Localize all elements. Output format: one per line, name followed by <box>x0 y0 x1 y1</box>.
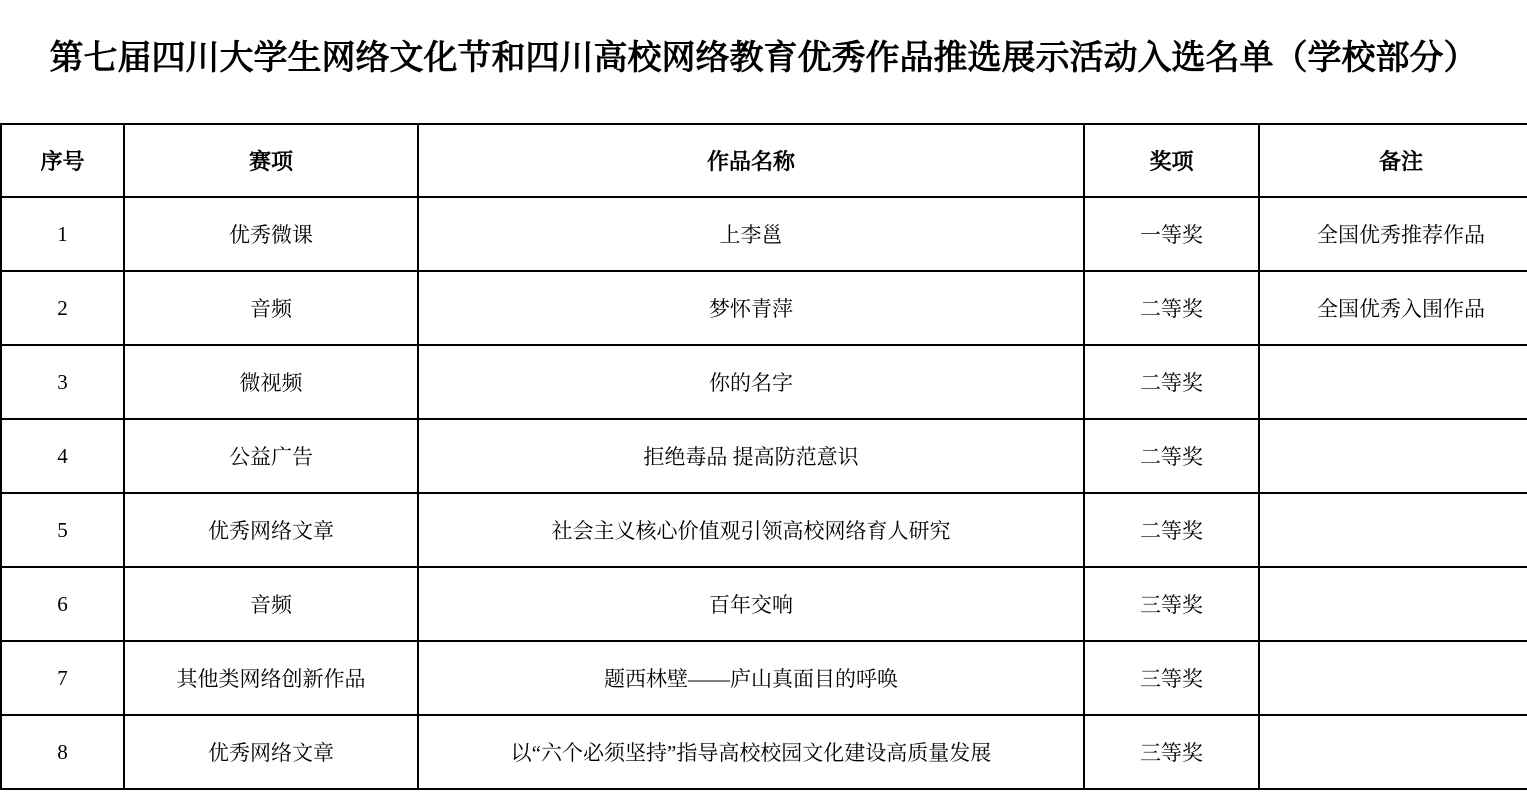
cell-work: 梦怀青萍 <box>418 271 1084 345</box>
column-header-note: 备注 <box>1259 124 1527 197</box>
cell-note: 全国优秀推荐作品 <box>1259 197 1527 271</box>
cell-no: 7 <box>1 641 124 715</box>
cell-no: 6 <box>1 567 124 641</box>
column-header-award: 奖项 <box>1084 124 1259 197</box>
cell-award: 二等奖 <box>1084 271 1259 345</box>
cell-no: 1 <box>1 197 124 271</box>
cell-award: 三等奖 <box>1084 567 1259 641</box>
cell-award: 二等奖 <box>1084 419 1259 493</box>
document-title: 第七届四川大学生网络文化节和四川高校网络教育优秀作品推选展示活动入选名单（学校部分） <box>49 40 1478 77</box>
table-row <box>1 641 1527 715</box>
cell-note <box>1259 567 1527 641</box>
cell-note <box>1259 715 1527 789</box>
cell-award: 二等奖 <box>1084 345 1259 419</box>
cell-no: 5 <box>1 493 124 567</box>
cell-category: 音频 <box>124 567 418 641</box>
cell-category: 公益广告 <box>124 419 418 493</box>
cell-work: 你的名字 <box>418 345 1084 419</box>
awards-table <box>0 123 1527 790</box>
table-row <box>1 567 1527 641</box>
cell-award: 三等奖 <box>1084 641 1259 715</box>
cell-work: 拒绝毒品 提高防范意识 <box>418 419 1084 493</box>
column-header-work: 作品名称 <box>418 124 1084 197</box>
cell-work: 以“六个必须坚持”指导高校校园文化建设高质量发展 <box>418 715 1084 789</box>
cell-note <box>1259 493 1527 567</box>
table-row <box>1 419 1527 493</box>
table-row <box>1 197 1527 271</box>
cell-no: 2 <box>1 271 124 345</box>
table-row <box>1 345 1527 419</box>
cell-category: 其他类网络创新作品 <box>124 641 418 715</box>
column-header-category: 赛项 <box>124 124 418 197</box>
cell-category: 优秀微课 <box>124 197 418 271</box>
table-body <box>1 197 1527 789</box>
cell-category: 微视频 <box>124 345 418 419</box>
table-row <box>1 493 1527 567</box>
cell-no: 4 <box>1 419 124 493</box>
cell-award: 三等奖 <box>1084 715 1259 789</box>
cell-category: 优秀网络文章 <box>124 493 418 567</box>
cell-category: 音频 <box>124 271 418 345</box>
cell-no: 3 <box>1 345 124 419</box>
cell-work: 上李邕 <box>418 197 1084 271</box>
cell-note <box>1259 419 1527 493</box>
cell-award: 一等奖 <box>1084 197 1259 271</box>
cell-no: 8 <box>1 715 124 789</box>
cell-note: 全国优秀入围作品 <box>1259 271 1527 345</box>
cell-work: 题西林壁——庐山真面目的呼唤 <box>418 641 1084 715</box>
table-header-row <box>1 124 1527 197</box>
column-header-no: 序号 <box>1 124 124 197</box>
cell-award: 二等奖 <box>1084 493 1259 567</box>
cell-category: 优秀网络文章 <box>124 715 418 789</box>
cell-note <box>1259 641 1527 715</box>
cell-note <box>1259 345 1527 419</box>
cell-work: 社会主义核心价值观引领高校网络育人研究 <box>418 493 1084 567</box>
table-row <box>1 715 1527 789</box>
cell-work: 百年交响 <box>418 567 1084 641</box>
table-row <box>1 271 1527 345</box>
